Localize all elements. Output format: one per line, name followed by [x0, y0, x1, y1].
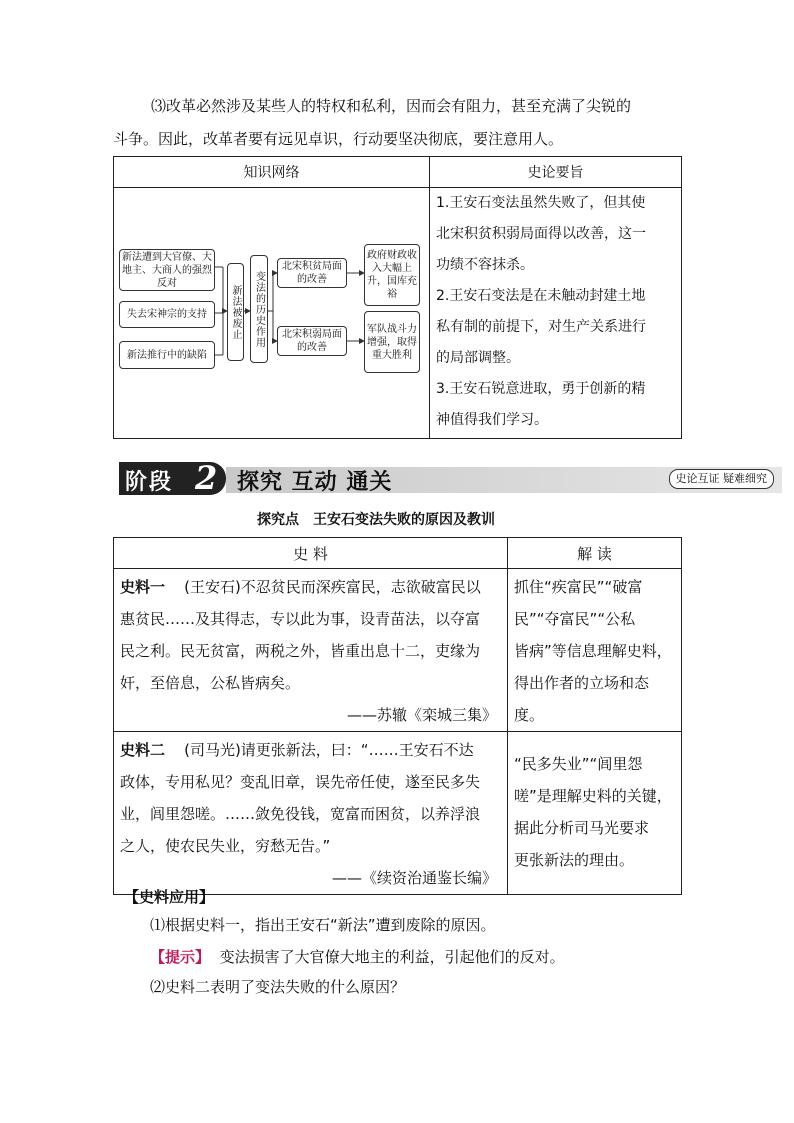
source-header-left: 史 料: [114, 538, 508, 569]
source-one-citation: ——苏辙《栾城三集》: [346, 706, 497, 724]
source-two-label: 史料二: [120, 741, 166, 759]
interp-line: “民多失业”“闾里怨: [514, 755, 643, 773]
interp-line: 皆病”等信息理解史料，: [514, 642, 672, 660]
source-one-label: 史料一: [120, 578, 166, 596]
application-title: 【史料应用】: [124, 888, 215, 906]
interp-line: 度。: [514, 706, 545, 724]
question-two: ⑵史料二表明了变法失败的什么原因？: [150, 978, 406, 996]
knowledge-network-diagram: [119, 241, 424, 376]
hint-label: 【提示】: [150, 948, 211, 966]
banner-stage-number: 2: [195, 459, 218, 497]
cause-emperor-support-box: 失去宋神宗的支持: [119, 301, 215, 328]
interp-line: 抓住“疾富民”“破富: [514, 578, 643, 596]
inquiry-topic: 王安石变法失败的原因及教训: [313, 512, 495, 528]
note-line: 私有制的前提下，对生产关系进行: [436, 319, 646, 335]
banner-tag: 史论互证 疑难细究: [669, 469, 775, 489]
source-line: 史料一 (王安石)不忍贫民而深疾富民，志欲破富民以: [120, 578, 481, 596]
source-line: 奸，至倍息，公私皆病矣。: [120, 674, 301, 692]
law-abolished-box: 新法被废止: [227, 263, 244, 361]
source-header-right: 解 读: [508, 538, 682, 569]
source-two-cell: [114, 732, 508, 895]
note-line: 1.王安石变法虽然失败了，但其使: [436, 195, 646, 211]
note-line: 功绩不容抹杀。: [436, 257, 534, 273]
interp-line: 更张新法的理由。: [514, 851, 635, 869]
cause-opposition-box: 新法遭到大官僚、大地主、大商人的强烈反对: [119, 249, 215, 291]
inquiry-label: 探究点: [257, 512, 299, 528]
knowledge-notes-cell: [430, 188, 682, 439]
question-one: ⑴根据史料一，指出王安石“新法”遭到废除的原因。: [150, 916, 496, 934]
knowledge-header-left: 知识网络: [114, 157, 430, 188]
banner-title: 探究 互动 通关: [237, 469, 393, 495]
note-line: 的局部调整。: [436, 350, 520, 366]
cause-defect-box: 新法推行中的缺陷: [119, 341, 215, 369]
interp-line: 据此分析司马光要求: [514, 819, 650, 837]
source-line: 民之利。民无贫富，两税之外，皆重出息十二，吏缘为: [120, 642, 481, 660]
source-material-table: [113, 537, 682, 895]
interp-line: 民”“夺富民”“公私: [514, 610, 636, 628]
stage-banner: [119, 459, 782, 497]
historical-effect-box: 变法的历史作用: [250, 255, 268, 363]
source-line: 惠贫民……及其得志，专以此为事，设青苗法，以夺富: [120, 610, 481, 628]
poverty-improved-box: 北宋积贫局面的改善: [277, 258, 347, 288]
note-line: 3.王安石锐意进取，勇于创新的精: [436, 381, 646, 397]
banner-stage-label: 阶段: [125, 469, 174, 495]
knowledge-header-right: 史论要旨: [430, 157, 682, 188]
source-line: 之人，使农民失业，穷愁无告。”: [120, 837, 331, 855]
inquiry-subtitle: [257, 509, 509, 529]
interp-line: 嗟”是理解史料的关键，: [514, 787, 672, 805]
military-result-box: 军队战斗力增强，取得重大胜利: [364, 311, 420, 373]
intro-paragraph: [113, 90, 683, 156]
hint-line: [150, 946, 565, 967]
source-two-citation: ——《续资治通鉴长编》: [331, 869, 497, 887]
source-two-interpretation: [508, 732, 682, 895]
intro-line-1: ⑶改革必然涉及某些人的特权和私利，因而会有阻力，甚至充满了尖锐的: [151, 97, 632, 115]
revenue-result-box: 政府财政收入大幅上升，国库充裕: [364, 244, 420, 306]
note-line: 2.王安石变法是在未触动封建土地: [436, 288, 646, 304]
source-line: 业，闾里怨嗟。……敛免役钱，宽富而困贫，以养浮浪: [120, 805, 481, 823]
source-one-interpretation: [508, 569, 682, 732]
source-one-cell: [114, 569, 508, 732]
note-line: 北宋积贫积弱局面得以改善，这一: [436, 226, 646, 242]
source-line: 政体，专用私见？变乱旧章，误先帝任使，遂至民多失: [120, 773, 481, 791]
note-line: 神值得我们学习。: [436, 412, 548, 428]
interp-line: 得出作者的立场和态: [514, 674, 650, 692]
hint-text: 变法损害了大官僚大地主的利益，引起他们的反对。: [219, 948, 565, 966]
source-line: 史料二 (司马光)请更张新法，曰：“……王安石不达: [120, 741, 474, 759]
intro-line-2: 斗争。因此，改革者要有远见卓识，行动要坚决彻底，要注意用人。: [113, 130, 564, 148]
weakness-improved-box: 北宋积弱局面的改善: [277, 326, 347, 356]
